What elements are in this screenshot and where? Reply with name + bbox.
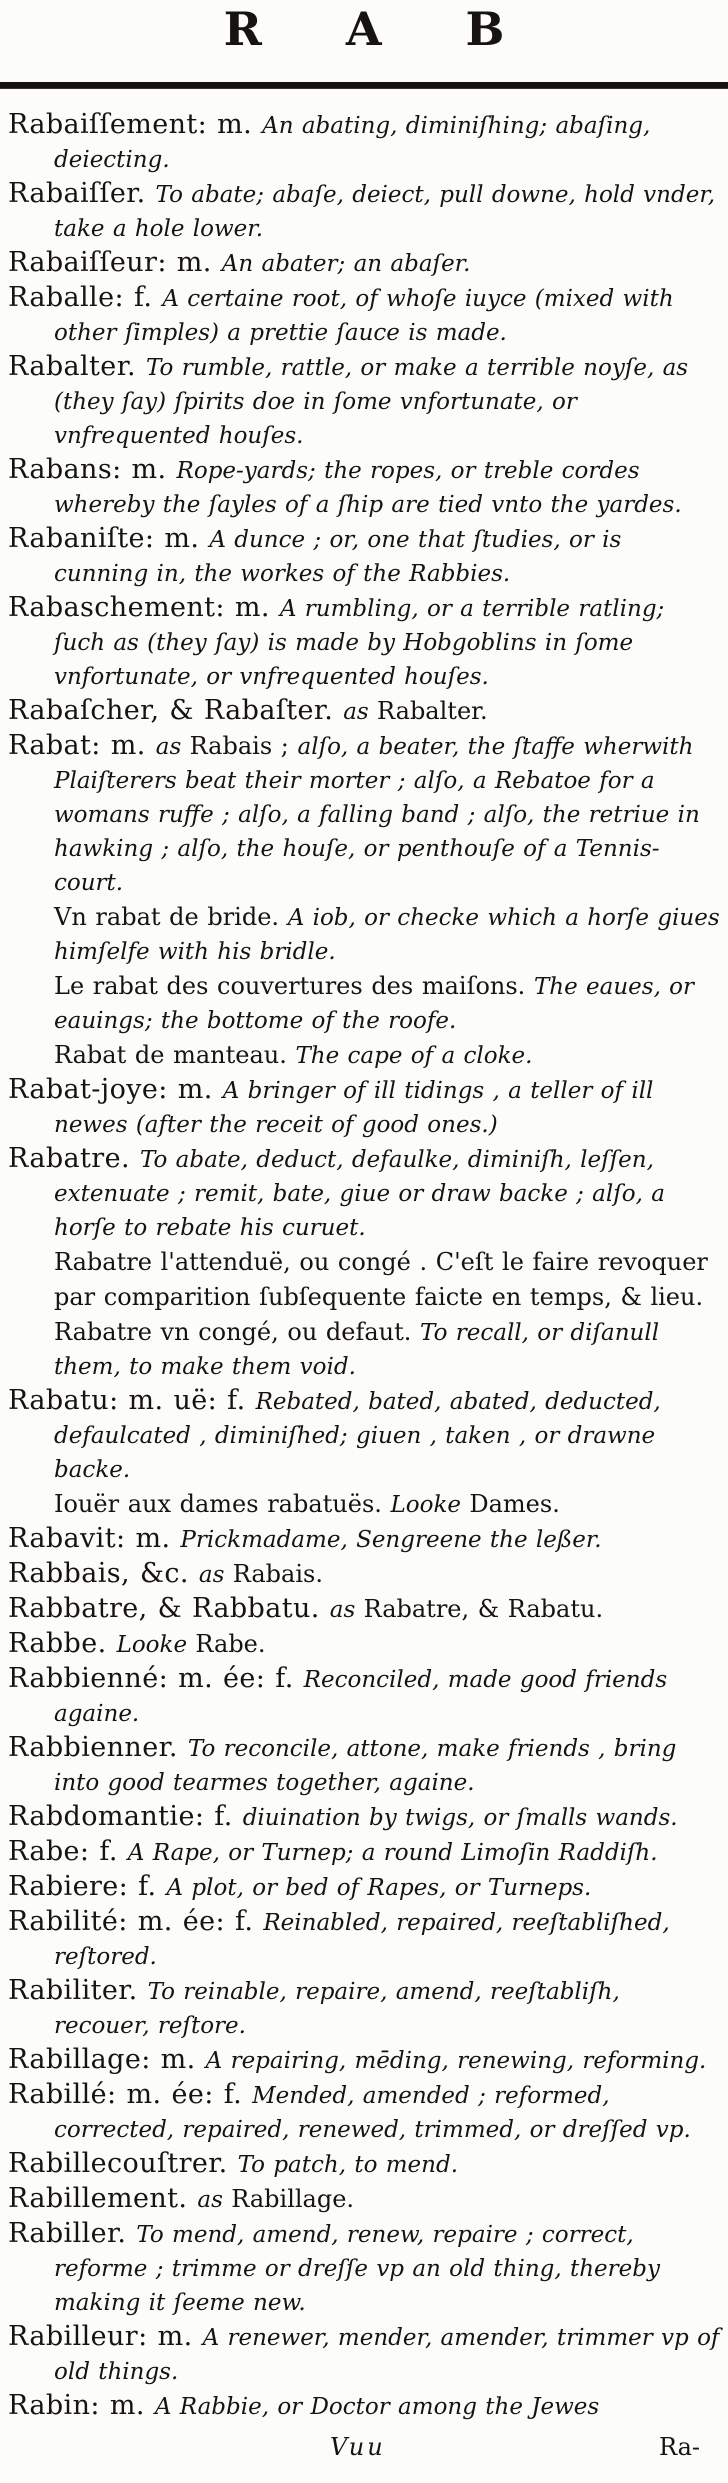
entry-definition: diuination by twigs, or ſmalls wands. <box>242 1804 678 1831</box>
dictionary-entry <box>8 1870 722 1905</box>
dictionary-entry <box>8 1662 722 1731</box>
dictionary-entry <box>8 1557 722 1592</box>
entry-definition: To reinable, repaire, amend, reeſtabliſh, recouer, reſtore. <box>54 1978 620 2039</box>
entry-definition: The eaues, or eauings; the bottome of the roofe. <box>54 973 695 1034</box>
entry-definition: A dunce ; or, one that ſtudies, or is cunning in, the workes of the Rabbies. <box>54 526 622 587</box>
dictionary-entry <box>8 2182 722 2217</box>
dictionary-entry <box>8 1315 722 1384</box>
entry-definition: as <box>197 2186 232 2213</box>
entry-headword: Rabin: m. <box>8 2389 155 2421</box>
entry-definition: To reconcile, attone, make friends , bring into good tearmes together, againe. <box>54 1735 677 1796</box>
entry-roman-text: Iouër aux dames rabatuës. <box>54 1489 391 1518</box>
dictionary-entry <box>8 2320 722 2389</box>
entry-definition: Rope-yards; the ropes, or treble cordes whereby the ſayles of a ſhip are tied vnto the yardes. <box>54 457 682 518</box>
dictionary-entry <box>8 900 722 969</box>
entry-headword: Rabbienné: m. ée: f. <box>8 1662 304 1694</box>
entry-definition: A Rape, or Turnep; a round Limoſin Raddiſh. <box>127 1839 658 1866</box>
entry-definition: A iob, or checke which a horſe giues himſelfe with his bridle. <box>54 904 720 965</box>
entry-definition: as <box>155 733 190 760</box>
entry-definition: A repairing, mēding, renewing, reforming. <box>205 2047 707 2074</box>
dictionary-entry <box>8 281 722 350</box>
dictionary-entry <box>8 177 722 246</box>
entry-definition: as <box>198 1561 233 1588</box>
entry-roman-text: Rabais. <box>232 1559 323 1588</box>
entry-headword: Rabilité: m. ée: f. <box>8 1905 264 1937</box>
dictionary-entry <box>8 453 722 522</box>
entry-headword: Rabe: f. <box>8 1835 128 1867</box>
entry-roman-text: Le rabat des couvertures des maiſons. <box>54 971 534 1000</box>
dictionary-entry <box>8 2217 722 2320</box>
entry-definition: To mend, amend, renew, repaire ; correct, reforme ; trimme or dreſſe vp an old thing, thereby making it ſeeme new. <box>54 2221 660 2316</box>
dictionary-entry <box>8 1592 722 1627</box>
entry-headword: Rabans: m. <box>8 453 177 485</box>
entry-roman-text: Rabalter. <box>377 696 488 725</box>
entry-headword: Rabiere: f. <box>8 1870 167 1902</box>
entry-headword: Rabalter. <box>8 350 146 382</box>
dictionary-entry <box>8 1731 722 1800</box>
entry-definition: A renewer, mender, amender, trimmer vp of old things. <box>54 2324 720 2385</box>
entry-headword: Rabatre. <box>8 1142 140 1174</box>
entry-headword: Rabat-joye: m. <box>8 1073 223 1105</box>
entry-definition: To patch, to mend. <box>237 2151 459 2178</box>
divider-rule <box>0 82 728 88</box>
entry-roman-text: Rabe. <box>195 1629 266 1658</box>
dictionary-entry <box>8 2078 722 2147</box>
entry-headword: Rabilleur: m. <box>8 2320 203 2352</box>
dictionary-entry <box>8 591 722 694</box>
entry-headword: Rabiliter. <box>8 1974 148 2006</box>
entry-headword: Rabillecouſtrer. <box>8 2147 238 2179</box>
entry-definition: An abating, diminiſhing; abaſing, deiecting. <box>54 112 651 173</box>
dictionary-entry <box>8 1627 722 1662</box>
dictionary-entry <box>8 1142 722 1245</box>
entry-headword: Rabbienner. <box>8 1731 188 1763</box>
entry-roman-text: Rabatre, & Rabatu. <box>363 1594 604 1623</box>
dictionary-entry <box>8 1487 722 1522</box>
entry-headword: Raballe: f. <box>8 281 163 313</box>
entry-definition: A certaine root, of whoſe iuyce (mixed with other ſimples) a prettie ſauce is made. <box>54 285 674 346</box>
entry-roman-text: Rabais ; <box>189 731 298 760</box>
dictionary-entry <box>8 2043 722 2078</box>
entry-headword: Rabdomantie: f. <box>8 1800 243 1832</box>
entry-roman-text: Rabatre l'attenduë, ou congé . C'eſt le faire revoquer par comparition ſubſequente faicte en temps, & lieu. <box>54 1247 708 1311</box>
entry-headword: Rabiller. <box>8 2217 137 2249</box>
entry-definition: as <box>343 698 378 725</box>
entry-definition: Mended, amended ; reformed, corrected, repaired, renewed, trimmed, or dreſſed vp. <box>54 2082 691 2143</box>
dictionary-entry <box>8 350 722 453</box>
dictionary-entry <box>8 1905 722 1974</box>
entry-headword: Rabavit: m. <box>8 1522 181 1554</box>
signature-mark: Vuu <box>330 2433 386 2461</box>
dictionary-entry <box>8 108 722 177</box>
entry-definition: Looke <box>116 1631 196 1658</box>
entry-definition: Prickmadame, Sengreene the leßer. <box>180 1526 602 1553</box>
catchword: Ra- <box>658 2433 700 2461</box>
entry-definition: A rumbling, or a terrible ratling; ſuch as (they ſay) is made by Hobgoblins in ſome vnfortunate, or vnfrequented houſes. <box>54 595 665 690</box>
entry-definition: Reconciled, made good friends againe. <box>54 1666 668 1727</box>
entry-roman-text: Dames. <box>469 1489 560 1518</box>
dictionary-entry <box>8 246 722 281</box>
dictionary-entry <box>8 1522 722 1557</box>
entry-headword: Rabbatre, & Rabbatu. <box>8 1592 330 1624</box>
dictionary-entry <box>8 1384 722 1487</box>
entry-headword: Rabillé: m. ée: f. <box>8 2078 253 2110</box>
dictionary-entry <box>8 1073 722 1142</box>
dictionary-entry <box>8 1038 722 1073</box>
dictionary-entry <box>8 2389 722 2424</box>
dictionary-entry <box>8 1245 722 1315</box>
dictionary-entry <box>8 2147 722 2182</box>
entry-roman-text: Vn rabat de bride. <box>54 902 288 931</box>
entry-headword: Rabaſcher, & Rabaſter. <box>8 694 344 726</box>
entry-headword: Rabillement. <box>8 2182 198 2214</box>
entry-definition: To recall, or diſanull them, to make them void. <box>54 1319 660 1380</box>
page-footer <box>0 2433 728 2467</box>
entry-definition: The cape of a cloke. <box>295 1042 533 1069</box>
dictionary-entry <box>8 1974 722 2043</box>
dictionary-entry <box>8 1835 722 1870</box>
entry-headword: Rabatu: m. uë: f. <box>8 1384 256 1416</box>
entry-definition: A plot, or bed of Rapes, or Turneps. <box>166 1874 592 1901</box>
entry-definition: Reinabled, repaired, reeſtabliſhed, reſtored. <box>54 1909 670 1970</box>
entry-definition: To rumble, rattle, or make a terrible noyſe, as (they ſay) ſpirits doe in ſome vnfortunate, or vnfrequented houſes. <box>54 354 689 449</box>
entry-definition: To abate, deduct, defaulke, diminiſh, leſſen, extenuate ; remit, bate, giue or draw backe ; alſo, a horſe to rebate his curuet. <box>54 1146 665 1241</box>
entry-headword: Rabbais, &c. <box>8 1557 199 1589</box>
entry-headword: Rabaiſſeur: m. <box>8 246 222 278</box>
entry-headword: Rabaiſſer. <box>8 177 156 209</box>
dictionary-entry <box>8 969 722 1038</box>
dictionary-entry <box>8 729 722 900</box>
entry-definition: A bringer of ill tidings , a teller of ill newes (after the receit of good ones.) <box>54 1077 654 1138</box>
entry-roman-text: Rabatre vn congé, ou defaut. <box>54 1317 421 1346</box>
entry-headword: Rabillage: m. <box>8 2043 206 2075</box>
entry-definition: alſo, a beater, the ſtaffe wherwith Plaiſterers beat their morter ; alſo, a Rebatoe for a womans ruffe ; alſo, a falling band ; alſo, the retriue in hawking ; alſo, the houſe, or penthouſe of a Tennis-court. <box>54 733 700 896</box>
entry-list <box>0 98 728 2424</box>
entry-definition: A Rabbie, or Doctor among the Jewes <box>154 2393 600 2420</box>
running-head: R A B <box>223 2 539 56</box>
entry-definition: as <box>329 1596 364 1623</box>
entry-definition: An abater; an abaſer. <box>221 250 471 277</box>
entry-definition: To abate; abaſe, deiect, pull downe, hold vnder, take a hole lower. <box>54 181 716 242</box>
dictionary-entry <box>8 1800 722 1835</box>
entry-headword: Rabbe. <box>8 1627 117 1659</box>
entry-roman-text: Rabillage. <box>231 2184 355 2213</box>
dictionary-entry <box>8 522 722 591</box>
entry-roman-text: Rabat de manteau. <box>54 1040 296 1069</box>
entry-headword: Rabaschement: m. <box>8 591 280 623</box>
entry-definition: Rebated, bated, abated, deducted, defaulcated , diminiſhed; giuen , taken , or drawne backe. <box>54 1388 661 1483</box>
entry-definition: Looke <box>390 1491 470 1518</box>
entry-headword: Rabat: m. <box>8 729 156 761</box>
entry-headword: Rabaiſſement: m. <box>8 108 263 140</box>
entry-headword: Rabaniſte: m. <box>8 522 210 554</box>
dictionary-entry <box>8 694 722 729</box>
